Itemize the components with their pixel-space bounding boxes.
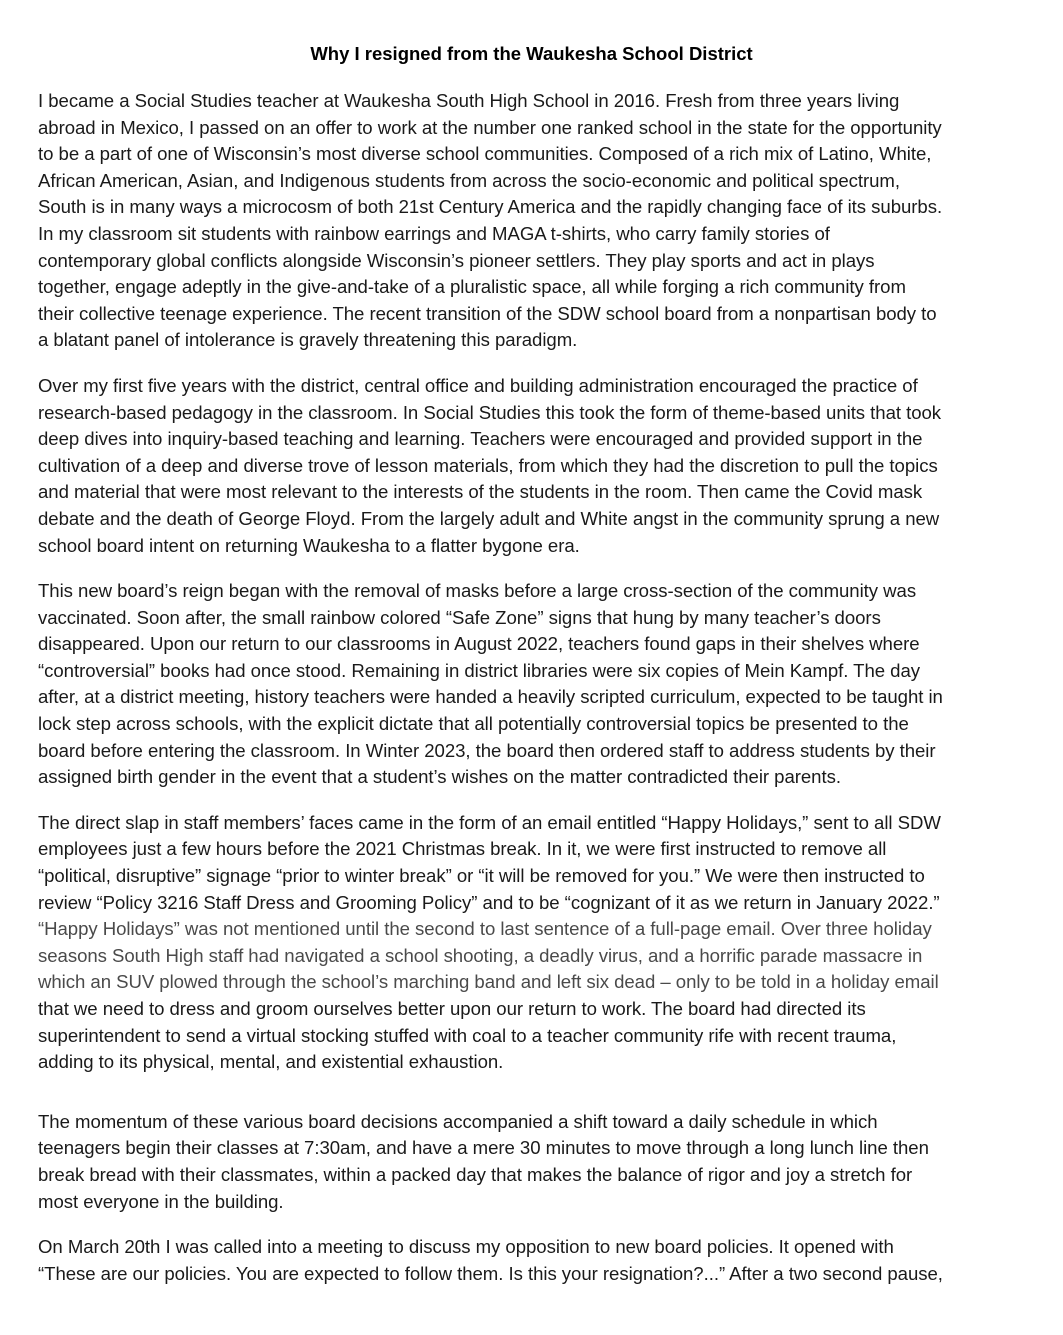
text-line: “political, disruptive” signage “prior to winter break” or “it will be removed for you.” We were then instructed to: [38, 865, 925, 887]
text-line: disappeared. Upon our return to our classrooms in August 2022, teachers found gaps in their shelves where: [38, 633, 920, 655]
text-line: Over my first five years with the district, central office and building administration encouraged the practice of: [38, 374, 918, 396]
text-line: seasons South High staff had navigated a school shooting, a deadly virus, and a horrific parade massacre in: [38, 944, 923, 966]
text-line: after, at a district meeting, history teachers were handed a heavily scripted curriculum, expected to be taught in: [38, 686, 943, 708]
text-line: abroad in Mexico, I passed on an offer to work at the number one ranked school in the state for the opportunity: [38, 116, 942, 138]
paragraph-5: [38, 1109, 1038, 1215]
text-line: together, engage adeptly in the give-and-take of a pluralistic space, all while forging a rich community from: [38, 276, 906, 298]
text-line: board before entering the classroom. In Winter 2023, the board then ordered staff to address students by their: [38, 739, 936, 761]
text-line: to be a part of one of Wisconsin’s most diverse school communities. Composed of a rich mix of Latino, White,: [38, 143, 932, 165]
text-line: a blatant panel of intolerance is gravely threatening this paradigm.: [38, 329, 578, 351]
text-line: review “Policy 3216 Staff Dress and Grooming Policy” and to be “cognizant of it as we return in January 2022.”: [38, 891, 940, 913]
text-line: vaccinated. Soon after, the small rainbow colored “Safe Zone” signs that hung by many teacher’s doors: [38, 606, 881, 628]
text-line: their collective teenage experience. The recent transition of the SDW school board from a nonpartisan body to: [38, 302, 937, 324]
text-line: This new board’s reign began with the removal of masks before a large cross-section of the community was: [38, 580, 917, 602]
paragraph-4: [38, 810, 1038, 1076]
text-line: which an SUV plowed through the school’s marching band and left six dead – only to be told in a holiday email: [38, 971, 939, 993]
text-line: South is in many ways a microcosm of both 21st Century America and the rapidly changing face of its suburbs.: [38, 196, 943, 218]
paragraph-6: [38, 1234, 1038, 1287]
text-line: teenagers begin their classes at 7:30am, and have a mere 30 minutes to move through a long lunch line then: [38, 1137, 929, 1159]
text-line: contemporary global conflicts alongside Wisconsin’s pioneer settlers. They play sports and act in plays: [38, 249, 875, 271]
text-line: On March 20th I was called into a meeting to discuss my opposition to new board policies. It opened with: [38, 1236, 894, 1258]
text-line: most everyone in the building.: [38, 1190, 284, 1212]
text-line: research-based pedagogy in the classroom. In Social Studies this took the form of theme-based units that took: [38, 401, 942, 423]
document-title: Why I resigned from the Waukesha School District: [310, 43, 753, 64]
text-line: debate and the death of George Floyd. From the largely adult and White angst in the community sprung a new: [38, 507, 940, 529]
text-line: I became a Social Studies teacher at Waukesha South High School in 2016. Fresh from three years living: [38, 90, 900, 111]
text-line: and material that were most relevant to the interests of the students in the room. Then came the Covid mask: [38, 481, 923, 503]
text-line: “controversial” books had once stood. Remaining in district libraries were six copies of Mein Kampf. The day: [38, 659, 920, 681]
text-line: cultivation of a deep and diverse trove of lesson materials, from which they had the discretion to pull the topics: [38, 454, 938, 476]
paragraph-1: [38, 88, 1038, 354]
text-line: assigned birth gender in the event that a student’s wishes on the matter contradicted their parents.: [38, 766, 841, 788]
text-line: African American, Asian, and Indigenous students from across the socio-economic and political spectrum,: [38, 169, 900, 191]
text-line: employees just a few hours before the 2021 Christmas break. In it, we were first instructed to remove all: [38, 838, 887, 860]
text-line: The momentum of these various board decisions accompanied a shift toward a daily schedule in which: [38, 1110, 878, 1132]
text-line: In my classroom sit students with rainbow earrings and MAGA t-shirts, who carry family stories of: [38, 222, 830, 244]
text-line: adding to its physical, mental, and existential exhaustion.: [38, 1051, 504, 1073]
document-body: [38, 88, 1038, 1306]
text-line: The direct slap in staff members’ faces came in the form of an email entitled “Happy Holidays,” sent to all SDW: [38, 811, 941, 833]
text-line: school board intent on returning Waukesha to a flatter bygone era.: [38, 534, 580, 556]
paragraph-2: [38, 373, 1038, 559]
paragraph-3: [38, 578, 1038, 791]
text-line: “Happy Holidays” was not mentioned until the second to last sentence of a full-page email. Over three holiday: [38, 918, 932, 940]
text-line: “These are our policies. You are expected to follow them. Is this your resignation?...” After a two second pause,: [38, 1262, 943, 1284]
text-line: lock step across schools, with the explicit dictate that all potentially controversial topics be presented to the: [38, 713, 909, 735]
text-line: deep dives into inquiry-based teaching and learning. Teachers were encouraged and provided support in the: [38, 428, 923, 450]
text-line: break bread with their classmates, within a packed day that makes the balance of rigor and joy a stretch for: [38, 1163, 913, 1185]
text-line: superintendent to send a virtual stocking stuffed with coal to a teacher community rife with recent trauma,: [38, 1024, 897, 1046]
text-line: that we need to dress and groom ourselves better upon our return to work. The board had directed its: [38, 998, 866, 1019]
